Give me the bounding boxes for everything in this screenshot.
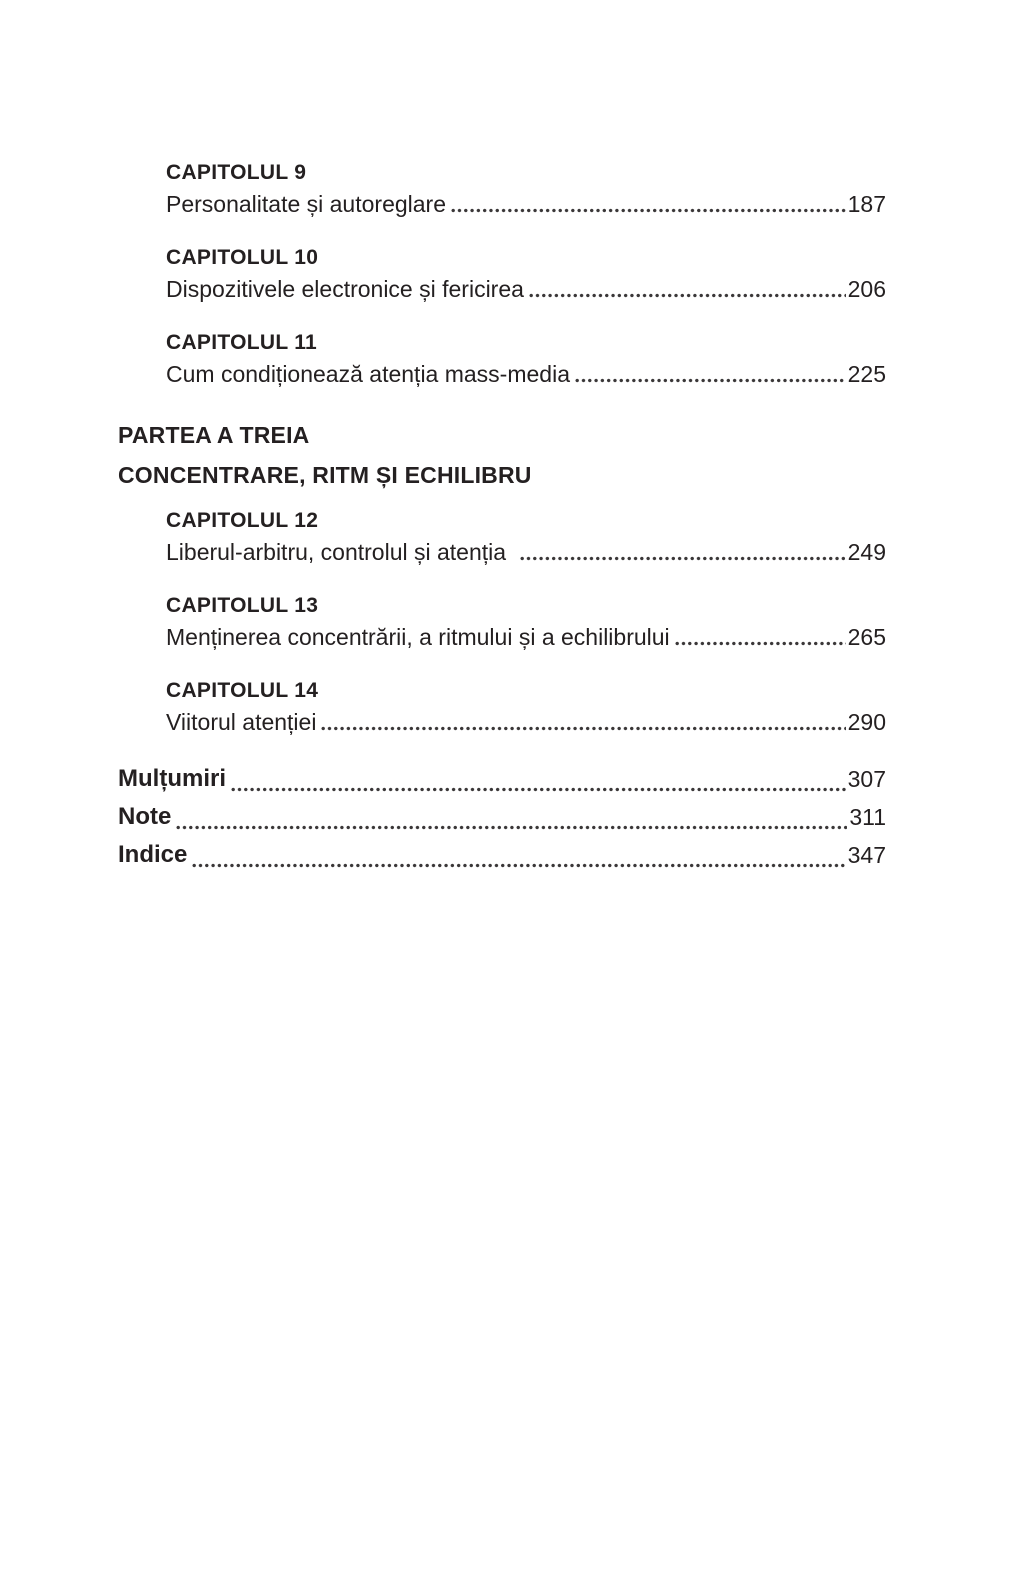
toc-entry-row bbox=[166, 537, 886, 567]
toc-entry-row bbox=[166, 707, 886, 737]
chapter-heading: CAPITOLUL 10 bbox=[166, 246, 319, 269]
toc-entry-title: Menținerea concentrării, a ritmului și a echilibrului bbox=[166, 624, 670, 650]
backmatter-row bbox=[118, 760, 886, 798]
backmatter-title: Indice bbox=[118, 841, 188, 868]
dot-leader bbox=[321, 726, 845, 731]
toc-entry-title: Cum condiționează atenția mass-media bbox=[166, 361, 570, 387]
chapter-heading: CAPITOLUL 9 bbox=[166, 161, 307, 184]
backmatter-row bbox=[118, 798, 886, 836]
backmatter-title: Note bbox=[118, 803, 172, 830]
toc-entry-page: 187 bbox=[847, 191, 886, 217]
part-title: CONCENTRARE, RITM ȘI ECHILIBRU bbox=[118, 462, 532, 488]
chapter-heading: CAPITOLUL 12 bbox=[166, 509, 319, 532]
toc-chapter-9 bbox=[166, 157, 886, 219]
toc-chapter-10 bbox=[166, 242, 886, 304]
toc-content bbox=[118, 157, 886, 874]
backmatter-page: 307 bbox=[847, 766, 886, 792]
toc-entry-title: Viitorul atenției bbox=[166, 709, 317, 735]
chapter-heading: CAPITOLUL 14 bbox=[166, 679, 319, 702]
toc-chapter-13 bbox=[166, 590, 886, 652]
toc-entry-row bbox=[166, 359, 886, 389]
part-three-block bbox=[118, 415, 886, 495]
toc-entry-row bbox=[166, 622, 886, 652]
dot-leader bbox=[529, 293, 846, 298]
chapter-heading: CAPITOLUL 13 bbox=[166, 594, 319, 617]
toc-entry-row bbox=[166, 274, 886, 304]
toc-entry-page: 225 bbox=[847, 361, 886, 387]
backmatter-section bbox=[118, 760, 886, 874]
dot-leader bbox=[192, 863, 845, 868]
backmatter-page: 347 bbox=[847, 842, 886, 868]
dot-leader bbox=[231, 787, 846, 792]
backmatter-page: 311 bbox=[849, 804, 886, 830]
toc-entry-page: 290 bbox=[847, 709, 886, 735]
chapter-heading: CAPITOLUL 11 bbox=[166, 331, 318, 354]
toc-entry-page: 265 bbox=[847, 624, 886, 650]
toc-chapter-14 bbox=[166, 675, 886, 737]
dot-leader bbox=[520, 556, 846, 561]
toc-entry-title: Liberul-arbitru, controlul și atenția bbox=[166, 539, 507, 565]
toc-entry-row bbox=[166, 189, 886, 219]
toc-entry-page: 206 bbox=[847, 276, 886, 302]
dot-leader bbox=[451, 208, 846, 213]
toc-entry-title: Personalitate și autoreglare bbox=[166, 191, 446, 217]
dot-leader bbox=[575, 378, 846, 383]
part-label: PARTEA A TREIA bbox=[118, 422, 310, 448]
backmatter-row bbox=[118, 836, 886, 874]
toc-chapter-12 bbox=[166, 505, 886, 567]
toc-entry-title: Dispozitivele electronice și fericirea bbox=[166, 276, 524, 302]
dot-leader bbox=[675, 641, 846, 646]
toc-entry-page: 249 bbox=[847, 539, 886, 565]
dot-leader bbox=[176, 825, 847, 830]
backmatter-title: Mulțumiri bbox=[118, 765, 226, 792]
toc-chapter-11 bbox=[166, 327, 886, 389]
